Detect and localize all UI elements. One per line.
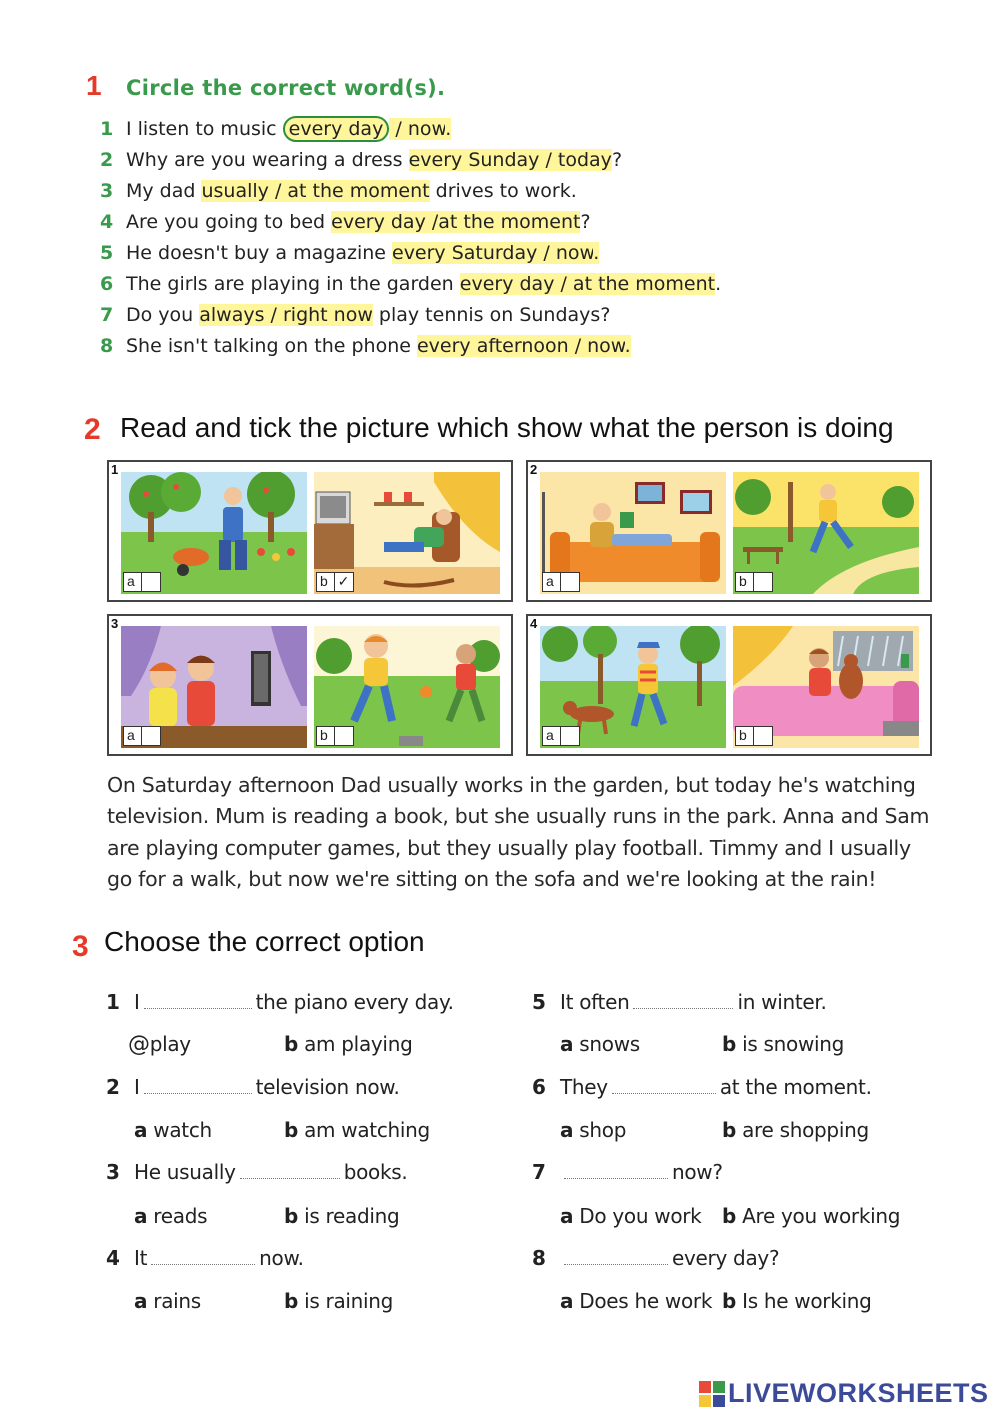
answer-box-4b[interactable]: b <box>735 726 773 746</box>
tick-checkbox[interactable] <box>560 573 578 591</box>
question-7: 7 now? <box>532 1160 723 1184</box>
option-8b[interactable]: b Is he working <box>722 1289 872 1313</box>
option-5a[interactable]: a snows <box>560 1032 640 1056</box>
option-2[interactable]: now <box>407 118 446 140</box>
answer-box-4a[interactable]: a <box>542 726 580 746</box>
selected-marker: @ <box>128 1032 150 1057</box>
sentence-number: 4 <box>100 211 114 233</box>
option-2a[interactable]: a watch <box>134 1118 212 1142</box>
tick-checkbox[interactable] <box>753 573 771 591</box>
option-1a[interactable]: @play <box>128 1032 191 1057</box>
question-5: 5 It often in winter. <box>532 990 827 1014</box>
liveworksheets-brand <box>698 1378 989 1409</box>
answer-blank[interactable] <box>633 991 733 1009</box>
option-2[interactable]: today <box>557 149 612 171</box>
option-4b[interactable]: b is raining <box>284 1289 394 1313</box>
option-2b[interactable]: b am watching <box>284 1118 430 1142</box>
tick-checkbox[interactable] <box>141 727 159 745</box>
sentence-8: 8 She isn't talking on the phone every afternoon / now. <box>100 335 631 357</box>
exercise3-title: Choose the correct option <box>104 926 425 957</box>
picture-panel-4 <box>526 614 932 756</box>
answer-box-3b[interactable]: b <box>316 726 354 746</box>
answer-blank[interactable] <box>151 1247 255 1265</box>
option-1[interactable]: always <box>199 304 265 326</box>
option-1b[interactable]: b am playing <box>284 1032 413 1056</box>
option-1[interactable]: usually <box>201 180 269 202</box>
option-2[interactable]: now <box>587 335 625 357</box>
tick-checkbox[interactable] <box>753 727 771 745</box>
answer-blank[interactable] <box>144 1076 252 1094</box>
liveworksheets-logo-icon <box>698 1380 726 1408</box>
option-1[interactable]: every day <box>331 211 426 233</box>
option-1[interactable]: every day <box>459 273 555 295</box>
option-7b[interactable]: b Are you working <box>722 1204 901 1228</box>
sentence-number: 2 <box>100 149 114 171</box>
exercise2-title: Read and tick the picture which show what the person is doing <box>120 412 894 443</box>
exercise1-number: 1 <box>86 70 102 101</box>
option-1[interactable]: every Saturday <box>392 242 538 264</box>
option-3b[interactable]: b is reading <box>284 1204 400 1228</box>
picture-panel-3 <box>107 614 513 756</box>
reading-passage: On Saturday afternoon Dad usually works in the garden, but today he's watching television. Mum is reading a book, but she usually runs in the park. Anna and Sam are playing computer games, but they usually play football. Timmy and I usually go for a walk, but now we're sitting on the sofa and we're looking at the rain! <box>107 773 930 891</box>
sentence-7: 7 Do you always / right now play tennis on Sundays? <box>100 304 611 326</box>
sentence-4: 4 Are you going to bed every day /at the moment? <box>100 211 591 233</box>
answer-blank[interactable] <box>240 1161 340 1179</box>
tick-checkbox[interactable]: ✓ <box>334 573 352 591</box>
question-8: 8 every day? <box>532 1246 780 1270</box>
answer-box-2b[interactable]: b <box>735 572 773 592</box>
panel-number: 1 <box>111 462 119 477</box>
sentence-6: 6 The girls are playing in the garden every day / at the moment. <box>100 273 722 295</box>
question-1: 1 I the piano every day. <box>106 990 454 1014</box>
sentence-number: 3 <box>100 180 114 202</box>
tick-checkbox[interactable] <box>141 573 159 591</box>
tick-checkbox[interactable] <box>334 727 352 745</box>
question-2: 2 I television now. <box>106 1075 400 1099</box>
option-2[interactable]: at the moment <box>438 211 581 233</box>
exercise3-number: 3 <box>72 930 89 963</box>
option-4a[interactable]: a rains <box>134 1289 201 1313</box>
sentence-number: 6 <box>100 273 114 295</box>
option-6a[interactable]: a shop <box>560 1118 627 1142</box>
option-7a[interactable]: a Do you work <box>560 1204 702 1228</box>
option-1[interactable]: every Sunday <box>408 149 540 171</box>
answer-blank[interactable] <box>564 1247 668 1265</box>
panel-number: 2 <box>530 462 538 477</box>
option-2[interactable]: right now <box>282 304 373 326</box>
tick-checkbox[interactable] <box>560 727 578 745</box>
option-3a[interactable]: a reads <box>134 1204 208 1228</box>
question-4: 4 It now. <box>106 1246 304 1270</box>
panel-number: 4 <box>530 616 538 631</box>
answer-blank[interactable] <box>144 991 252 1009</box>
answer-box-2a[interactable]: a <box>542 572 580 592</box>
panel-number: 3 <box>111 616 119 631</box>
exercise1-title: Circle the correct word(s). <box>126 76 446 100</box>
option-2[interactable]: at the moment <box>572 273 716 295</box>
sentence-number: 7 <box>100 304 114 326</box>
answer-box-1a[interactable]: a <box>123 572 161 592</box>
question-3: 3 He usually books. <box>106 1160 408 1184</box>
sentence-number: 5 <box>100 242 114 264</box>
option-8a[interactable]: a Does he work <box>560 1289 713 1313</box>
option-5b[interactable]: b is snowing <box>722 1032 845 1056</box>
exercise2-number: 2 <box>84 413 101 446</box>
sentence-number: 1 <box>100 118 114 140</box>
answer-blank[interactable] <box>564 1161 668 1179</box>
question-6: 6 They at the moment. <box>532 1075 872 1099</box>
option-2[interactable]: now <box>555 242 594 264</box>
answer-blank[interactable] <box>612 1076 716 1094</box>
sentence-1: 1 I listen to music every day / now. <box>100 118 452 140</box>
brand-text: LIVEWORKSHEETS <box>728 1378 989 1408</box>
option-selected[interactable]: every day <box>283 116 390 142</box>
answer-box-1b[interactable]: b ✓ <box>316 572 354 592</box>
sentence-5: 5 He doesn't buy a magazine every Saturday / now. <box>100 242 600 264</box>
answer-box-3a[interactable]: a <box>123 726 161 746</box>
sentence-2: 2 Why are you wearing a dress every Sunday / today? <box>100 149 623 171</box>
picture-panel-1 <box>107 460 513 602</box>
option-2[interactable]: at the moment <box>287 180 430 202</box>
sentence-number: 8 <box>100 335 114 357</box>
option-1[interactable]: every afternoon <box>416 335 569 357</box>
sentence-3: 3 My dad usually / at the moment drives to work. <box>100 180 577 202</box>
option-6b[interactable]: b are shopping <box>722 1118 869 1142</box>
picture-panel-2 <box>526 460 932 602</box>
